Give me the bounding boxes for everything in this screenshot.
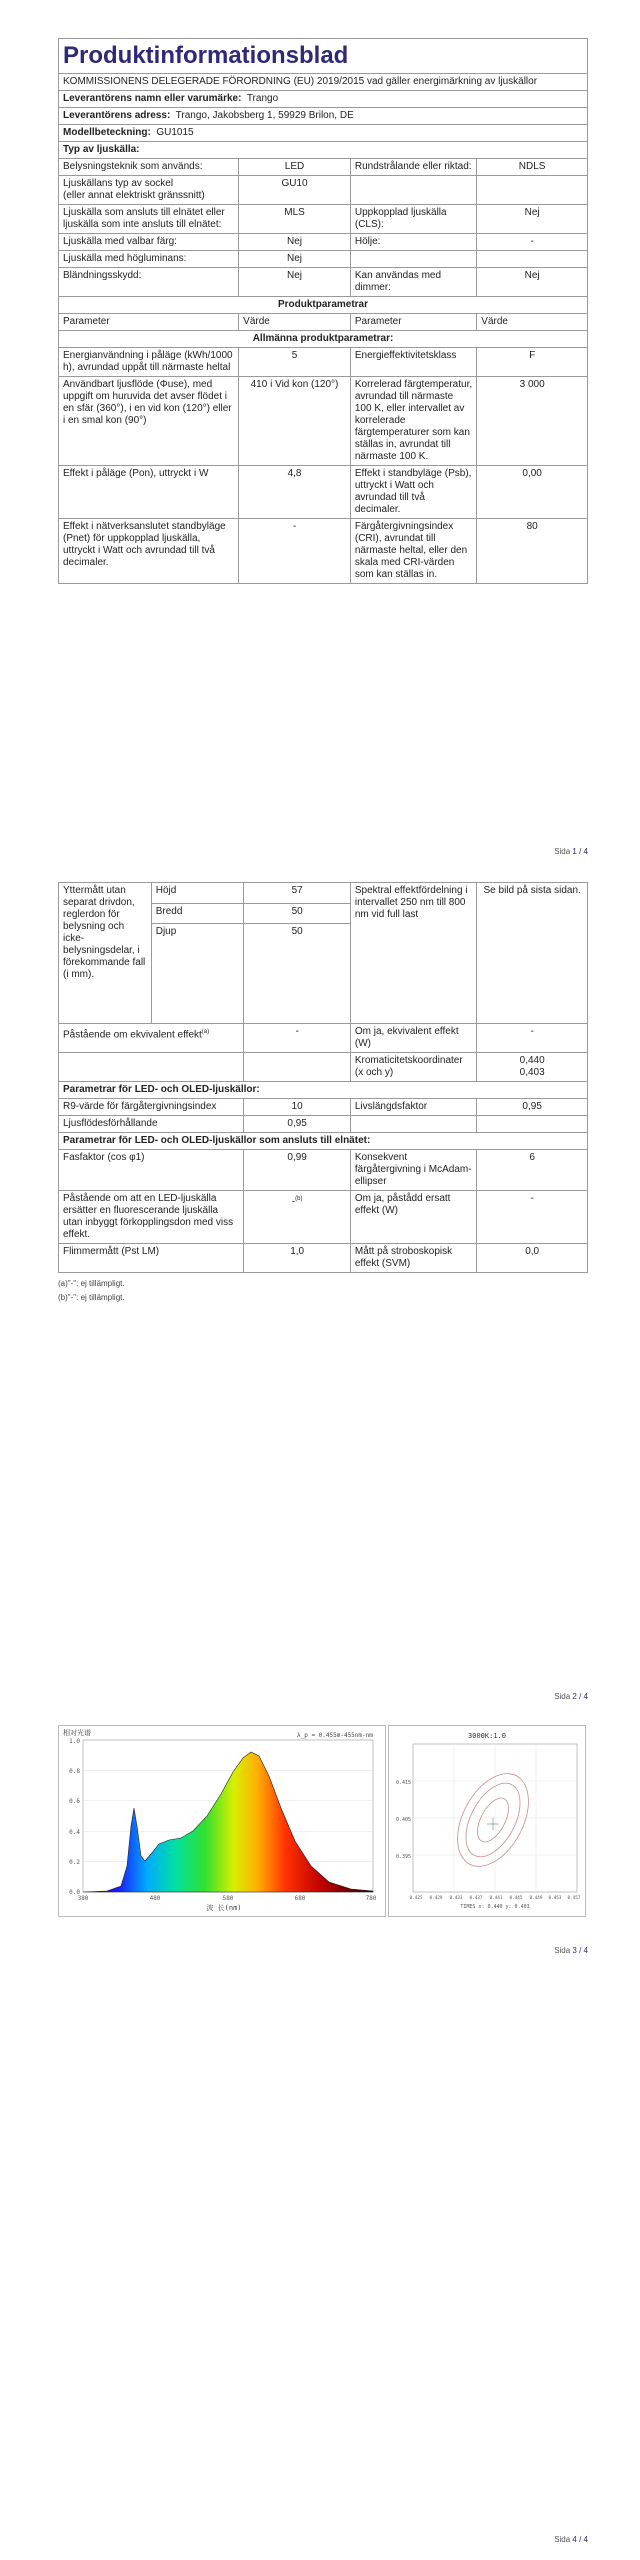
row-value: Nej xyxy=(477,268,588,297)
table-row xyxy=(59,377,588,466)
empty-cell xyxy=(59,1053,244,1082)
x-tick: 380 xyxy=(77,1895,89,1902)
row-value: GU10 xyxy=(239,176,351,205)
table-row xyxy=(59,234,588,251)
row-label: Hölje: xyxy=(350,234,476,251)
mains-heading: Parametrar för LED- och OLED-ljuskällor som ansluts till elnätet: xyxy=(59,1133,588,1150)
model-value: GU1015 xyxy=(156,127,194,138)
page-2 xyxy=(58,882,588,1305)
row-label: Användbart ljusflöde (Φuse), med uppgift om huruvida det avser flödet i en sfär (360°), i en vid kon (120°) eller i en smal kon (90°) xyxy=(59,377,239,466)
table-row xyxy=(59,466,588,519)
row-label: Rundstrålande eller riktad: xyxy=(350,159,476,176)
flux-label: Ljusflödesförhållande xyxy=(59,1116,244,1133)
table-row xyxy=(59,1116,588,1133)
row-value: Nej xyxy=(239,268,351,297)
spectrum-xlabel: 波 长(nm) xyxy=(206,1904,242,1912)
page-1 xyxy=(58,38,588,584)
row-value: F xyxy=(477,348,588,377)
y-ticks xyxy=(69,1738,80,1896)
column-header-row xyxy=(59,314,588,331)
ellipse-title: 3000K:1.0 xyxy=(468,1732,506,1740)
row-label: Uppkopplad ljuskälla (CLS): xyxy=(350,205,476,234)
dim-label-height: Höjd xyxy=(151,883,244,904)
table-row xyxy=(59,1099,588,1116)
dims-label: Yttermått utan separat drivdon, reglerdon för belysning och icke-belysningsdelar, i förekommande fall (i mm). xyxy=(59,883,152,1024)
regulation-text: KOMMISSIONENS DELEGERADE FÖRORDNING (EU) 2019/2015 vad gäller energimärkning av ljuskällor xyxy=(59,74,588,91)
y-tick: 0.0 xyxy=(69,1889,80,1896)
x-tick: 580 xyxy=(222,1895,234,1902)
model-label: Modellbeteckning: xyxy=(63,127,151,138)
address-row xyxy=(59,108,588,125)
address-label: Leverantörens adress: xyxy=(63,110,171,121)
dim-value-depth: 50 xyxy=(244,924,350,1024)
spectrum-svg xyxy=(59,1726,385,1916)
row-value: NDLS xyxy=(477,159,588,176)
dim-value-height: 57 xyxy=(244,883,350,904)
table-row xyxy=(59,268,588,297)
row-value: 5 xyxy=(239,348,351,377)
row-label xyxy=(350,176,476,205)
spectrum-ylabel: 相对光谱 xyxy=(63,1729,91,1737)
empty-cell xyxy=(477,1116,588,1133)
strobo-value: 0,0 xyxy=(477,1244,588,1273)
row-label: Effekt i påläge (Pon), uttryckt i W xyxy=(59,466,239,519)
table-row xyxy=(59,205,588,234)
replace-value-text: - xyxy=(291,1196,296,1208)
dim-value-width: 50 xyxy=(244,903,350,924)
chroma-value xyxy=(477,1053,588,1082)
general-params-heading: Allmänna produktparametrar: xyxy=(59,331,588,348)
table-row xyxy=(59,251,588,268)
col-header: Värde xyxy=(477,314,588,331)
row-value: Nej xyxy=(239,234,351,251)
row-label: Effekt i standbyläge (Psb), uttryckt i Watt och avrundad till två decimaler. xyxy=(350,466,476,519)
supplier-value: Trango xyxy=(246,93,279,104)
row-label: Ljuskälla med högluminans: xyxy=(59,251,239,268)
footnote-a: (a)"-": ej tillämpligt. xyxy=(58,1279,125,1288)
x-tick: 0.437 xyxy=(469,1896,483,1901)
life-value: 0,95 xyxy=(477,1099,588,1116)
flicker-value: 1,0 xyxy=(244,1244,350,1273)
table-row xyxy=(59,519,588,584)
col-header: Parameter xyxy=(350,314,476,331)
row-label: Ljuskälla med valbar färg: xyxy=(59,234,239,251)
table-row xyxy=(59,1244,588,1273)
table-row xyxy=(59,176,588,205)
table-row xyxy=(59,348,588,377)
row-label xyxy=(59,1024,244,1053)
x-tick: 0.441 xyxy=(489,1896,503,1901)
x-ticks xyxy=(410,1895,581,1901)
y-ticks xyxy=(396,1780,411,1860)
row-value: 410 i Vid kon (120°) xyxy=(239,377,351,466)
y-tick: 0.415 xyxy=(395,1780,411,1786)
row-value: - xyxy=(477,234,588,251)
claimed-value: - xyxy=(477,1191,588,1244)
dim-label-width: Bredd xyxy=(151,903,244,924)
flux-value: 0,95 xyxy=(244,1116,350,1133)
address-value: Trango, Jakobsberg 1, 59929 Brilon, DE xyxy=(175,110,354,121)
table-row xyxy=(59,159,588,176)
page-number-value: 4 / 4 xyxy=(572,2535,588,2544)
equiv-w-value: - xyxy=(477,1024,588,1053)
dim-label-depth: Djup xyxy=(151,924,244,1024)
row-value: 0,00 xyxy=(477,466,588,519)
row-label xyxy=(350,251,476,268)
chroma-label: Kromaticitetskoordinater (x och y) xyxy=(350,1053,476,1082)
x-tick: 680 xyxy=(294,1895,306,1902)
mcadam-ellipse-chart xyxy=(388,1725,586,1917)
spectrum-info: λ_p = 0.455m-455nm-nm xyxy=(297,1732,373,1739)
replace-label: Påstående om att en LED-ljuskälla ersätter en fluorescerande ljuskälla utan inbyggt förkopplingsdon med viss effekt. xyxy=(59,1191,244,1244)
row-label: Effekt i nätverksanslutet standbyläge (Pnet) för uppkopplad ljuskälla, uttryckt i Watt och avrundad till två decimaler. xyxy=(59,519,239,584)
y-tick: 0.6 xyxy=(69,1798,80,1805)
spectral-value: Se bild på sista sidan. xyxy=(477,883,588,1024)
r9-value: 10 xyxy=(244,1099,350,1116)
x-tick: 480 xyxy=(149,1895,161,1902)
chroma-y: 0,403 xyxy=(519,1067,545,1078)
empty-cell xyxy=(350,1116,476,1133)
footnote-ref: (a) xyxy=(201,1029,210,1035)
row-value: LED xyxy=(239,159,351,176)
page-number-prefix: Sida xyxy=(554,1946,573,1955)
footnote-b: (b)"-": ej tillämpligt. xyxy=(58,1293,125,1302)
mcadam-value: 6 xyxy=(477,1150,588,1191)
claimed-label: Om ja, påstådd ersatt effekt (W) xyxy=(350,1191,476,1244)
ellipse-svg xyxy=(389,1726,585,1916)
chroma-x: 0,440 xyxy=(519,1055,545,1066)
page-number-prefix: Sida xyxy=(554,1692,573,1701)
supplier-label: Leverantörens namn eller varumärke: xyxy=(63,93,242,104)
footnote-ref: (b) xyxy=(295,1196,303,1202)
row-label: Bländningsskydd: xyxy=(59,268,239,297)
y-tick: 0.4 xyxy=(69,1829,80,1836)
ellipse-caption: TIMES x: 0.440 y: 0.403 xyxy=(460,1904,530,1910)
x-tick: 0.453 xyxy=(548,1896,562,1901)
socket-label: Ljuskällans typ av sockel xyxy=(63,178,174,189)
y-tick: 0.8 xyxy=(69,1768,80,1775)
row-label: Energianvändning i påläge (kWh/1000 h), avrundad uppåt till närmaste heltal xyxy=(59,348,239,377)
row-label: Kan användas med dimmer: xyxy=(350,268,476,297)
type-heading: Typ av ljuskälla: xyxy=(59,142,588,159)
row-label xyxy=(59,176,239,205)
col-header: Parameter xyxy=(59,314,239,331)
product-info-table xyxy=(58,38,588,584)
page-number-value: 3 / 4 xyxy=(572,1946,588,1955)
x-tick: 0.429 xyxy=(429,1896,443,1901)
life-label: Livslängdsfaktor xyxy=(350,1099,476,1116)
page-number-3 xyxy=(554,1946,588,1955)
row-label: Korrelerad färgtemperatur, avrundad till närmaste 100 K, eller intervallet av korrelerade färgtemperaturer som kan ställas in, avrundat till närmaste 100 K. xyxy=(350,377,476,466)
row-value: Nej xyxy=(477,205,588,234)
socket-label-note: (eller annat elektriskt gränssnitt) xyxy=(63,190,205,201)
row-value: 3 000 xyxy=(477,377,588,466)
phase-value: 0,99 xyxy=(244,1150,350,1191)
r9-label: R9-värde för färgåtergivningsindex xyxy=(59,1099,244,1116)
led-heading: Parametrar för LED- och OLED-ljuskällor: xyxy=(59,1082,588,1099)
row-value: 4,8 xyxy=(239,466,351,519)
y-tick: 0.2 xyxy=(69,1859,80,1866)
page-number-prefix: Sida xyxy=(554,2535,573,2544)
page-title: Produktinformationsblad xyxy=(59,39,588,74)
supplier-row xyxy=(59,91,588,108)
page-number-value: 1 / 4 xyxy=(572,847,588,856)
x-tick: 0.457 xyxy=(567,1896,581,1901)
page-number-value: 2 / 4 xyxy=(572,1692,588,1701)
gridlines xyxy=(413,1744,577,1892)
x-tick: 780 xyxy=(365,1895,377,1902)
model-row xyxy=(59,125,588,142)
center-marker xyxy=(487,1818,499,1830)
equiv-label: Påstående om ekvivalent effekt xyxy=(63,1029,202,1041)
x-tick: 0.449 xyxy=(529,1896,543,1901)
empty-cell xyxy=(244,1053,350,1082)
led-params-table xyxy=(58,882,588,1273)
row-value: 80 xyxy=(477,519,588,584)
flicker-label: Flimmermått (Pst LM) xyxy=(59,1244,244,1273)
x-ticks xyxy=(78,1895,377,1902)
table-row xyxy=(59,1053,588,1082)
spectrum-curve xyxy=(83,1752,373,1892)
row-label: Belysningsteknik som används: xyxy=(59,159,239,176)
table-row xyxy=(59,883,588,904)
mcadam-label: Konsekvent färgåtergivning i McAdam-ellipser xyxy=(350,1150,476,1191)
spectrum-chart xyxy=(58,1725,386,1917)
y-tick: 0.405 xyxy=(395,1817,411,1823)
page-number-4 xyxy=(554,2535,588,2544)
phase-label: Fasfaktor (cos φ1) xyxy=(59,1150,244,1191)
replace-value xyxy=(244,1191,350,1244)
equiv-value: - xyxy=(244,1024,350,1053)
product-params-heading: Produktparametrar xyxy=(59,297,588,314)
x-tick: 0.425 xyxy=(409,1896,423,1901)
spectral-label: Spektral effektfördelning i intervallet 250 nm till 800 nm vid full last xyxy=(350,883,476,1024)
y-tick: 0.395 xyxy=(395,1854,411,1860)
page-number-1 xyxy=(554,847,588,856)
row-label: Energieffektivitetsklass xyxy=(350,348,476,377)
row-value: Nej xyxy=(239,251,351,268)
table-row xyxy=(59,1150,588,1191)
table-row xyxy=(59,1191,588,1244)
page-number-2 xyxy=(554,1692,588,1701)
row-label: Ljuskälla som ansluts till elnätet eller ljuskälla som inte ansluts till elnätet: xyxy=(59,205,239,234)
x-tick: 0.433 xyxy=(449,1896,463,1901)
page-number-prefix: Sida xyxy=(554,847,573,856)
row-label: Färgåtergivningsindex (CRI), avrundat till närmaste heltal, eller den skala med CRI-värden som kan ställas in. xyxy=(350,519,476,584)
table-row xyxy=(59,1024,588,1053)
y-tick: 1.0 xyxy=(69,1738,80,1745)
row-value: MLS xyxy=(239,205,351,234)
row-value xyxy=(477,176,588,205)
x-tick: 0.445 xyxy=(509,1896,523,1901)
col-header: Värde xyxy=(239,314,351,331)
strobo-label: Mått på stroboskopisk effekt (SVM) xyxy=(350,1244,476,1273)
footnotes xyxy=(58,1277,588,1305)
equiv-w-label: Om ja, ekvivalent effekt (W) xyxy=(350,1024,476,1053)
row-value xyxy=(477,251,588,268)
row-value: - xyxy=(239,519,351,584)
